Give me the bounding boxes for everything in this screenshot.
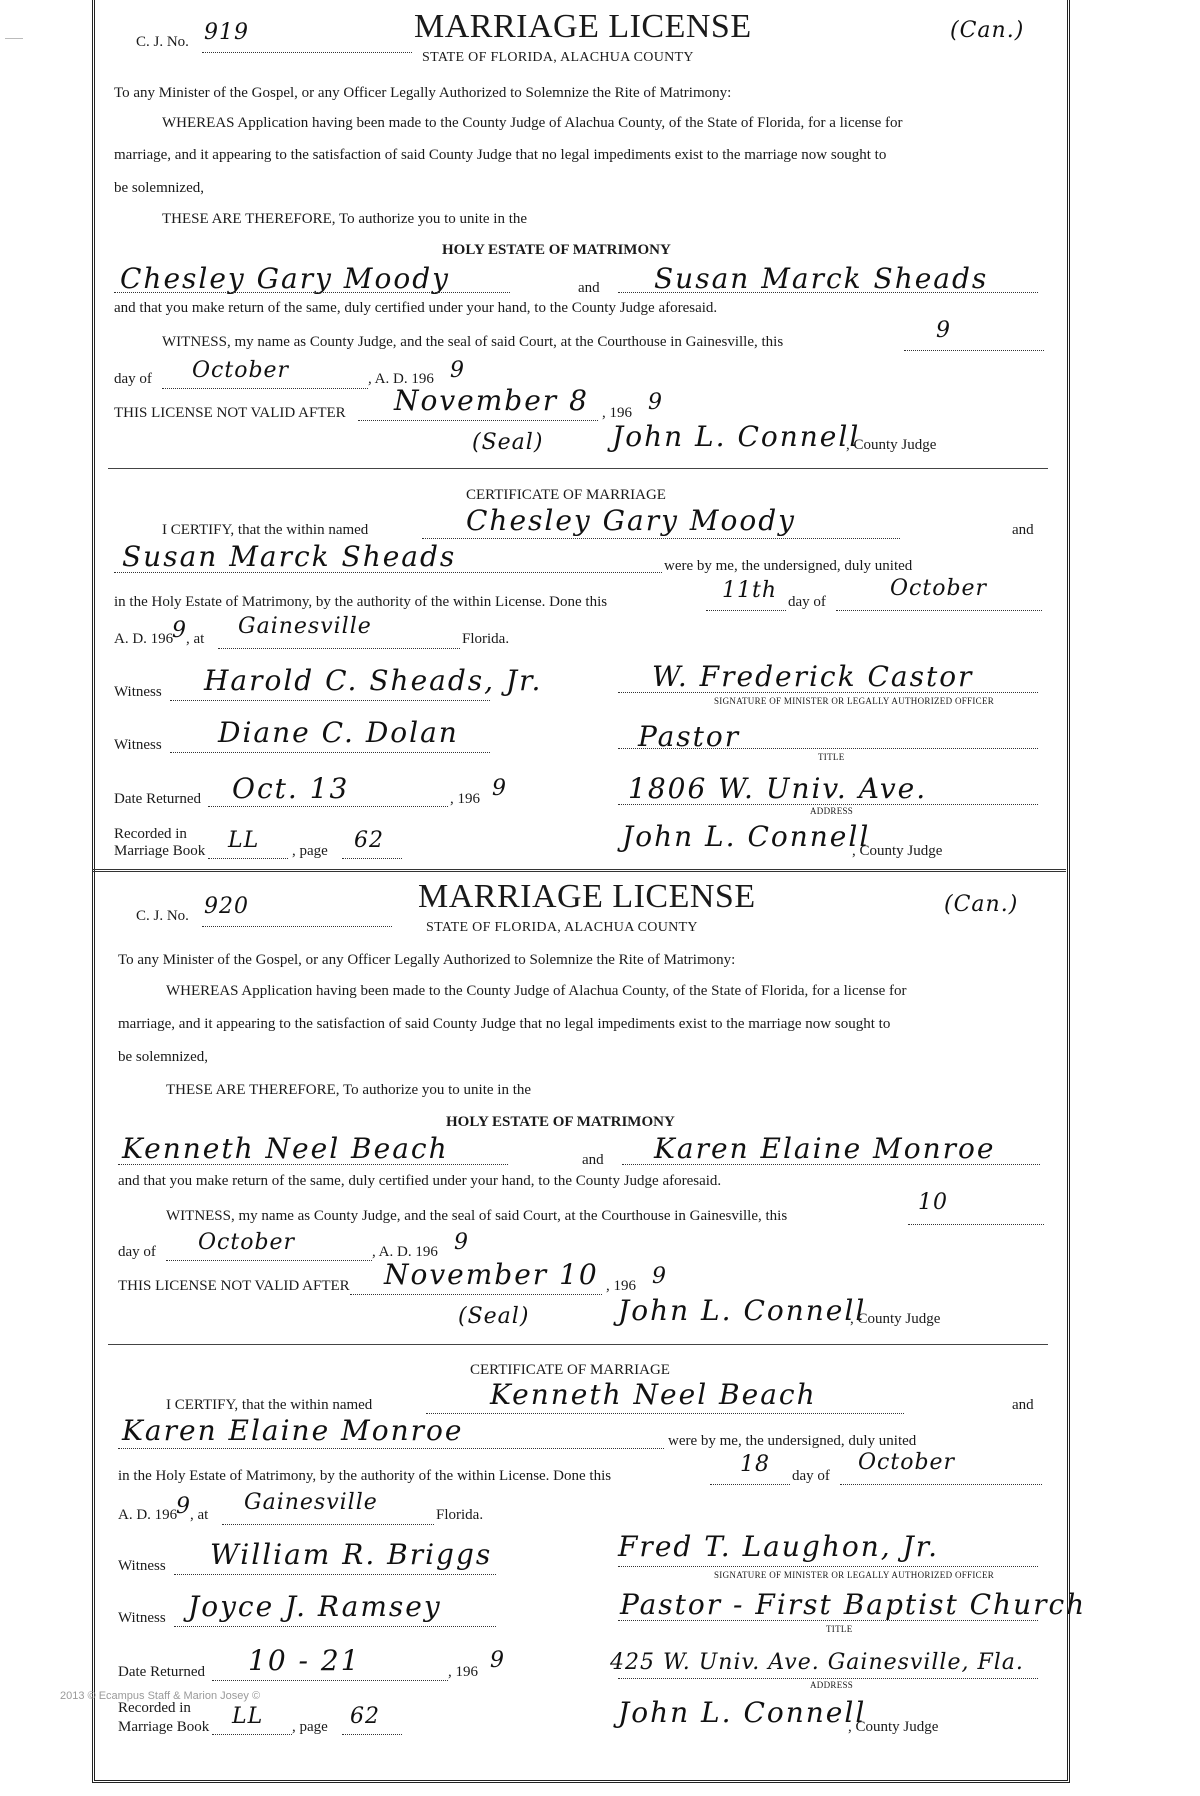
done-day: 18 xyxy=(740,1452,770,1477)
cj-number-line xyxy=(202,926,392,927)
cj-number-line xyxy=(202,52,412,53)
title-caption: TITLE xyxy=(826,1624,853,1634)
groom-line xyxy=(118,1164,508,1165)
witness-1-signature: William R. Briggs xyxy=(210,1538,493,1571)
done-month: October xyxy=(858,1450,956,1475)
certificate-title: CERTIFICATE OF MARRIAGE xyxy=(470,1362,670,1378)
recorded-in-label: Recorded in xyxy=(118,1700,191,1716)
cancel-annotation: (Can.) xyxy=(950,18,1025,43)
witness-1-line xyxy=(174,1574,496,1575)
marriage-place: Gainesville xyxy=(238,614,372,639)
at-label: , at xyxy=(186,631,205,647)
document-page xyxy=(92,0,1087,1796)
witness-statement: WITNESS, my name as County Judge, and the seal of said Court, at the Courthouse in Gainesville, this xyxy=(162,334,784,350)
done-day-line xyxy=(706,610,786,611)
address-caption: ADDRESS xyxy=(810,1680,854,1690)
certify-label: I CERTIFY, that the within named xyxy=(162,522,369,538)
date-returned-label: Date Returned xyxy=(114,791,202,807)
license-month: October xyxy=(192,358,290,383)
groom-line xyxy=(114,292,510,293)
certificate-title: CERTIFICATE OF MARRIAGE xyxy=(466,487,666,503)
officer-signature: Fred T. Laughon, Jr. xyxy=(618,1530,939,1563)
witness-day-line xyxy=(904,350,1044,351)
officer-caption: SIGNATURE OF MINISTER OR LEGALLY AUTHORIZED OFFICER xyxy=(714,1570,995,1580)
cert-groom-line xyxy=(422,538,900,539)
cert-and-label: and xyxy=(1012,1397,1034,1413)
county-judge-label-2: , County Judge xyxy=(848,1719,939,1735)
county-judge-label: , County Judge xyxy=(846,437,937,453)
month-line xyxy=(162,388,368,389)
recorder-signature: John L. Connell xyxy=(622,820,871,853)
witness-2-signature: Diane C. Dolan xyxy=(218,716,459,749)
groom-name: Chesley Gary Moody xyxy=(120,262,450,295)
cj-number-value: 919 xyxy=(204,20,249,45)
officer-signature-line xyxy=(618,1566,1038,1567)
holy-estate-heading: HOLY ESTATE OF MATRIMONY xyxy=(446,1114,675,1130)
not-valid-year-label: , 196 xyxy=(606,1278,636,1294)
ad-label-2: A. D. 196 xyxy=(114,631,174,647)
day-of-label-2: day of xyxy=(788,594,826,610)
officer-address: 425 W. Univ. Ave. Gainesville, Fla. xyxy=(610,1650,1024,1675)
page-line xyxy=(342,1734,402,1735)
bride-name: Susan Marck Sheads xyxy=(654,262,989,295)
seal-mark: (Seal) xyxy=(458,1304,530,1329)
whereas-line-3: be solemnized, xyxy=(114,180,204,196)
returned-year: 9 xyxy=(490,1648,505,1673)
marriage-book-label: Marriage Book xyxy=(118,1719,210,1735)
page-value: 62 xyxy=(350,1704,380,1729)
witness-2-label: Witness xyxy=(118,1610,166,1626)
groom-name: Kenneth Neel Beach xyxy=(122,1132,449,1165)
judge-signature: John L. Connell xyxy=(618,1294,867,1327)
certify-label: I CERTIFY, that the within named xyxy=(166,1397,373,1413)
address-line: To any Minister of the Gospel, or any Officer Legally Authorized to Solemnize the Rite of Matrimony: xyxy=(114,85,732,101)
cert-bride-name: Karen Elaine Monroe xyxy=(122,1414,464,1447)
and-label: and xyxy=(578,280,600,296)
bride-line xyxy=(622,1164,1040,1165)
not-valid-date: November 8 xyxy=(394,384,589,417)
ad-label: , A. D. 196 xyxy=(372,1244,438,1260)
judge-signature: John L. Connell xyxy=(612,420,861,453)
united-label: were by me, the undersigned, duly united xyxy=(664,558,913,574)
seal-mark: (Seal) xyxy=(472,430,544,455)
cancel-annotation: (Can.) xyxy=(944,892,1019,917)
and-label: and xyxy=(582,1152,604,1168)
therefore-line: THESE ARE THEREFORE, To authorize you to unite in the xyxy=(166,1082,532,1098)
return-line: and that you make return of the same, duly certified under your hand, to the County Judge aforesaid. xyxy=(118,1173,722,1189)
license-title: MARRIAGE LICENSE xyxy=(418,878,756,915)
not-valid-year-label: , 196 xyxy=(602,405,632,421)
license-subtitle: STATE OF FLORIDA, ALACHUA COUNTY xyxy=(426,920,698,935)
officer-title: Pastor - First Baptist Church xyxy=(620,1588,1087,1621)
not-valid-label: THIS LICENSE NOT VALID AFTER xyxy=(114,405,346,421)
cj-number-label: C. J. No. xyxy=(136,908,189,924)
witness-1-label: Witness xyxy=(114,684,162,700)
license-year-digit: 9 xyxy=(454,1230,469,1255)
returned-year-label: , 196 xyxy=(448,1664,478,1680)
not-valid-line xyxy=(350,1294,602,1295)
address-line: To any Minister of the Gospel, or any Officer Legally Authorized to Solemnize the Rite of Matrimony: xyxy=(118,952,736,968)
officer-signature: W. Frederick Castor xyxy=(652,660,974,693)
date-returned-label: Date Returned xyxy=(118,1664,206,1680)
date-returned-line xyxy=(208,806,448,807)
day-of-label: day of xyxy=(118,1244,156,1260)
not-valid-year: 9 xyxy=(648,390,663,415)
license-year-digit: 9 xyxy=(450,358,465,383)
place-line xyxy=(222,1524,434,1525)
book-value: LL xyxy=(228,828,260,853)
month-line xyxy=(166,1260,372,1261)
witness-1-line xyxy=(170,700,490,701)
witness-day-line xyxy=(908,1224,1044,1225)
marriage-place: Gainesville xyxy=(244,1490,378,1515)
florida-label: Florida. xyxy=(436,1507,484,1523)
witness-1-signature: Harold C. Sheads, Jr. xyxy=(204,664,543,697)
page-value: 62 xyxy=(354,828,384,853)
whereas-line-2: marriage, and it appearing to the satisfaction of said County Judge that no legal impediments exist to the marriage now sought to xyxy=(114,147,887,163)
county-judge-label-2: , County Judge xyxy=(852,843,943,859)
cert-groom-name: Chesley Gary Moody xyxy=(466,504,796,537)
book-value: LL xyxy=(232,1704,264,1729)
witness-1-label: Witness xyxy=(118,1558,166,1574)
address-caption: ADDRESS xyxy=(810,806,854,816)
cert-groom-name: Kenneth Neel Beach xyxy=(490,1378,817,1411)
officer-title: Pastor xyxy=(638,720,741,753)
united-label: were by me, the undersigned, duly united xyxy=(668,1433,917,1449)
date-returned-line xyxy=(212,1680,448,1681)
section-divider xyxy=(108,468,1048,469)
license-title: MARRIAGE LICENSE xyxy=(414,8,752,45)
county-judge-label: , County Judge xyxy=(850,1311,941,1327)
whereas-line-1: WHEREAS Application having been made to the County Judge of Alachua County, of the State of Florida, for a license for xyxy=(162,115,903,131)
returned-year: 9 xyxy=(492,776,507,801)
license-month: October xyxy=(198,1230,296,1255)
at-label: , at xyxy=(190,1507,209,1523)
done-year: 9 xyxy=(176,1494,191,1519)
whereas-line-3: be solemnized, xyxy=(118,1049,208,1065)
not-valid-year: 9 xyxy=(652,1264,667,1289)
copyright-watermark: 2013 © Ecampus Staff & Marion Josey © xyxy=(60,1690,261,1702)
witness-day: 9 xyxy=(936,318,951,343)
return-line: and that you make return of the same, duly certified under your hand, to the County Judge aforesaid. xyxy=(114,300,718,316)
returned-year-label: , 196 xyxy=(450,791,480,807)
cert-bride-name: Susan Marck Sheads xyxy=(122,540,457,573)
day-of-label: day of xyxy=(114,371,152,387)
cert-groom-line xyxy=(426,1413,904,1414)
cert-bride-line xyxy=(114,572,662,573)
marriage-book-label: Marriage Book xyxy=(114,843,206,859)
marriage-license-1 xyxy=(92,0,1066,870)
witness-2-line xyxy=(174,1626,496,1627)
cj-number-value: 920 xyxy=(204,894,249,919)
page-label: , page xyxy=(292,1719,328,1735)
officer-title-line xyxy=(618,1620,1038,1621)
bride-line xyxy=(618,292,1038,293)
cert-bride-line xyxy=(118,1448,664,1449)
page-line xyxy=(342,858,402,859)
title-caption: TITLE xyxy=(818,752,845,762)
margin-mark xyxy=(5,38,23,39)
section-divider xyxy=(108,1344,1048,1345)
witness-statement: WITNESS, my name as County Judge, and the seal of said Court, at the Courthouse in Gainesville, this xyxy=(166,1208,788,1224)
recorder-signature: John L. Connell xyxy=(618,1696,867,1729)
whereas-line-1: WHEREAS Application having been made to the County Judge of Alachua County, of the State of Florida, for a license for xyxy=(166,983,907,999)
holy-estate-statement: in the Holy Estate of Matrimony, by the authority of the within License. Done this xyxy=(118,1468,612,1484)
done-day-line xyxy=(710,1484,790,1485)
not-valid-date: November 10 xyxy=(384,1258,599,1291)
ad-label-2: A. D. 196 xyxy=(118,1507,178,1523)
date-returned: Oct. 13 xyxy=(232,772,350,805)
done-year: 9 xyxy=(172,618,187,643)
not-valid-label: THIS LICENSE NOT VALID AFTER xyxy=(118,1278,350,1294)
officer-caption: SIGNATURE OF MINISTER OR LEGALLY AUTHORIZED OFFICER xyxy=(714,696,995,706)
cj-number-label: C. J. No. xyxy=(136,34,189,50)
officer-address-line xyxy=(618,804,1038,805)
day-of-label-2: day of xyxy=(792,1468,830,1484)
recorded-in-label: Recorded in xyxy=(114,826,187,842)
witness-day: 10 xyxy=(918,1190,948,1215)
marriage-license-2 xyxy=(92,870,1087,1780)
done-month-line xyxy=(840,1484,1042,1485)
bride-name: Karen Elaine Monroe xyxy=(654,1132,996,1165)
witness-2-label: Witness xyxy=(114,737,162,753)
holy-estate-statement: in the Holy Estate of Matrimony, by the authority of the within License. Done this xyxy=(114,594,608,610)
place-line xyxy=(218,648,460,649)
done-day: 11th xyxy=(722,578,778,603)
license-subtitle: STATE OF FLORIDA, ALACHUA COUNTY xyxy=(422,50,694,65)
done-month: October xyxy=(890,576,988,601)
therefore-line: THESE ARE THEREFORE, To authorize you to unite in the xyxy=(162,211,528,227)
cert-and-label: and xyxy=(1012,522,1034,538)
not-valid-line xyxy=(358,420,598,421)
officer-title-line xyxy=(618,748,1038,749)
witness-2-signature: Joyce J. Ramsey xyxy=(188,1590,442,1623)
florida-label: Florida. xyxy=(462,631,510,647)
done-month-line xyxy=(836,610,1042,611)
ad-label: , A. D. 196 xyxy=(368,371,434,387)
book-line xyxy=(208,858,288,859)
officer-address-line xyxy=(618,1678,1038,1679)
officer-signature-line xyxy=(618,692,1038,693)
witness-2-line xyxy=(170,752,490,753)
whereas-line-2: marriage, and it appearing to the satisfaction of said County Judge that no legal impediments exist to the marriage now sought to xyxy=(118,1016,891,1032)
holy-estate-heading: HOLY ESTATE OF MATRIMONY xyxy=(442,242,671,258)
book-line xyxy=(212,1734,292,1735)
page-label: , page xyxy=(292,843,328,859)
date-returned: 10 - 21 xyxy=(248,1644,361,1677)
officer-address: 1806 W. Univ. Ave. xyxy=(628,772,928,805)
